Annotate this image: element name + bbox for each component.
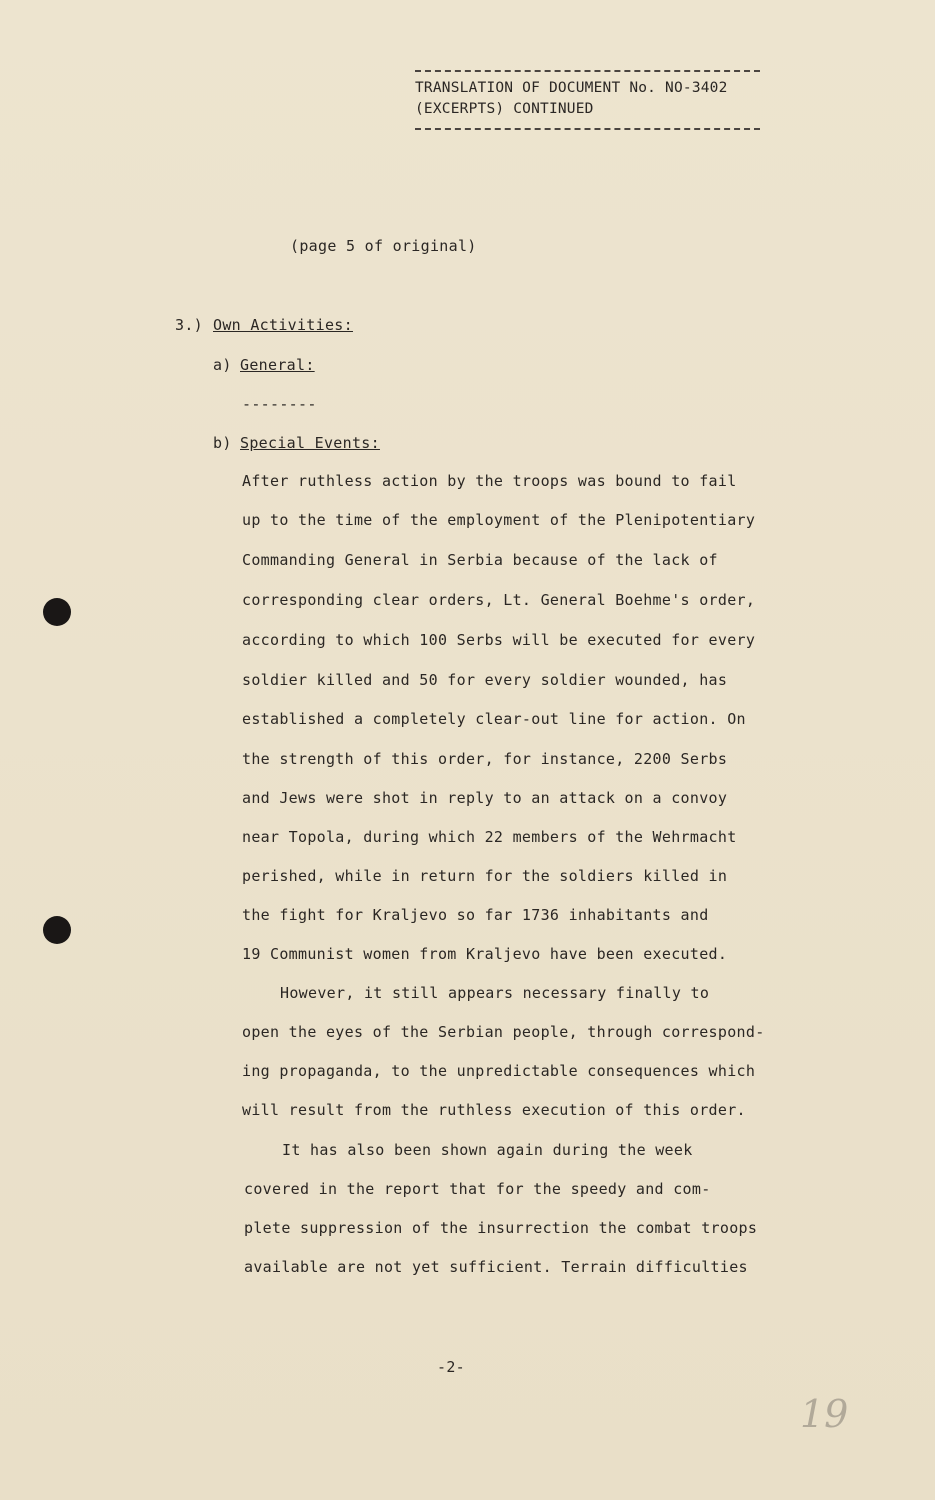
body-line: open the eyes of the Serbian people, through correspond-	[242, 1023, 765, 1041]
subsection-a-title: General:	[240, 356, 315, 374]
body-line: However, it still appears necessary finally to	[280, 984, 710, 1002]
header-rule-top	[415, 70, 760, 72]
body-line: near Topola, during which 22 members of the Wehrmacht	[242, 828, 737, 846]
body-line: the strength of this order, for instance, 2200 Serbs	[242, 750, 728, 768]
body-line: plete suppression of the insurrection the combat troops	[244, 1219, 758, 1237]
header-subtitle: (EXCERPTS) CONTINUED	[415, 101, 594, 117]
body-line: Commanding General in Serbia because of the lack of	[242, 551, 718, 569]
page-reference: (page 5 of original)	[290, 237, 477, 255]
body-line: 19 Communist women from Kraljevo have been executed.	[242, 945, 728, 963]
subsection-b-title: Special Events:	[240, 434, 380, 452]
subsection-a-dashes: --------	[242, 395, 317, 413]
punch-hole	[43, 598, 71, 626]
body-line: up to the time of the employment of the Plenipotentiary	[242, 511, 756, 529]
body-line: the fight for Kraljevo so far 1736 inhabitants and	[242, 906, 709, 924]
body-line: according to which 100 Serbs will be executed for every	[242, 631, 756, 649]
subsection-a-label: a)	[213, 356, 232, 374]
handwritten-folio-number: 19	[800, 1392, 849, 1436]
page-number: -2-	[437, 1358, 465, 1376]
body-line: available are not yet sufficient. Terrain difficulties	[244, 1258, 748, 1276]
body-line: corresponding clear orders, Lt. General Boehme's order,	[242, 591, 756, 609]
section-number: 3.)	[175, 316, 203, 334]
subsection-b-label: b)	[213, 434, 232, 452]
punch-hole	[43, 916, 71, 944]
body-line: It has also been shown again during the week	[282, 1141, 693, 1159]
body-line: will result from the ruthless execution of this order.	[242, 1101, 746, 1119]
body-line: and Jews were shot in reply to an attack on a convoy	[242, 789, 728, 807]
body-line: After ruthless action by the troops was bound to fail	[242, 472, 737, 490]
body-line: established a completely clear-out line for action. On	[242, 710, 746, 728]
body-line: ing propaganda, to the unpredictable consequences which	[242, 1062, 756, 1080]
body-line: soldier killed and 50 for every soldier wounded, has	[242, 671, 728, 689]
section-title: Own Activities:	[213, 316, 353, 334]
body-line: covered in the report that for the speedy and com-	[244, 1180, 711, 1198]
body-line: perished, while in return for the soldiers killed in	[242, 867, 728, 885]
header-rule-bottom	[415, 128, 760, 130]
header-title: TRANSLATION OF DOCUMENT No. NO-3402	[415, 80, 728, 96]
